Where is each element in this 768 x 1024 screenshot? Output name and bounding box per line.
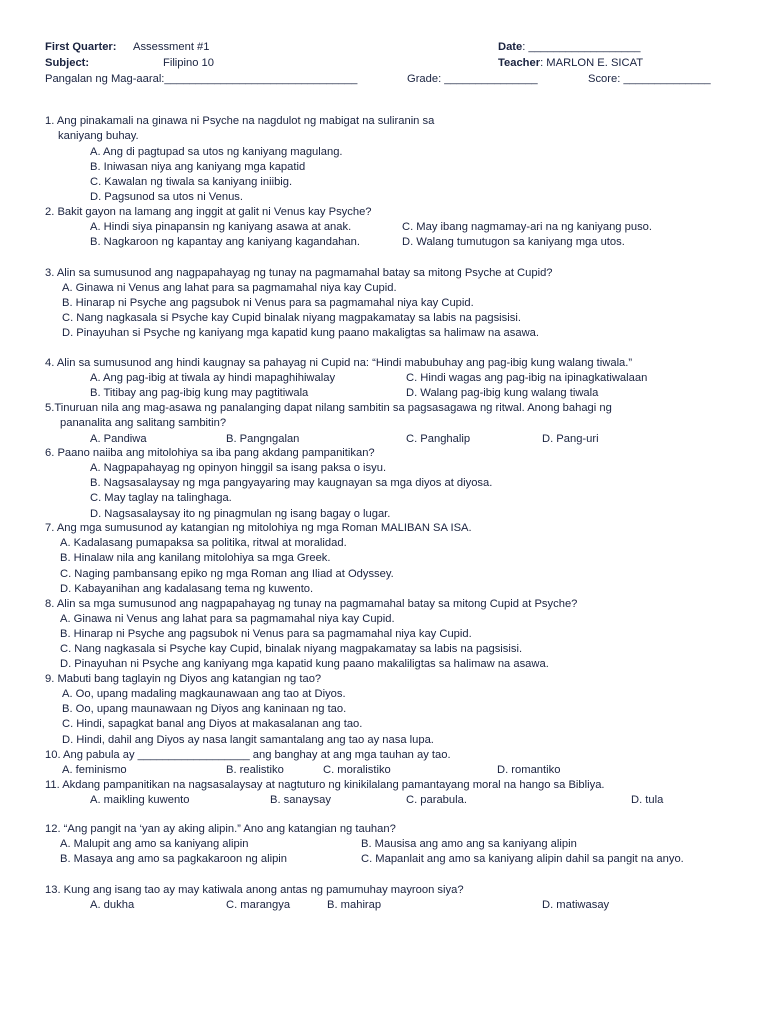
q11-choice-b: B. sanaysay [270, 794, 331, 806]
q3-stem: 3. Alin sa sumusunod ang nagpapahayag ng tunay na pagmamahal batay sa mitong Psyche at Cupid? [45, 267, 553, 279]
q10-choice-b: B. realistiko [226, 764, 284, 776]
date-label: Date [498, 41, 523, 53]
teacher-field [498, 56, 643, 71]
q13-choice-c: C. marangya [226, 899, 291, 911]
q5-stem-cont: pananalita ang salitang sambitin? [60, 417, 227, 429]
q3-choice-c: C. Nang nagkasala si Psyche kay Cupid binalak niyang magpakamatay sa labis na pagsisisi. [62, 312, 521, 324]
q12-choice-b: B. Mausisa ang amo ang sa kaniyang alipin [361, 838, 577, 850]
q12-stem: 12. “Ang pangit na ‘yan ay aking alipin.” Ano ang katangian ng tauhan? [45, 823, 396, 835]
q8-choice-c: C. Nang nagkasala si Psyche kay Cupid, binalak niyang magpakamatay sa labis na pagsisisi. [60, 643, 523, 655]
date-blank: : __________________ [522, 41, 641, 53]
q13-stem: 13. Kung ang isang tao ay may katiwala anong antas ng pamumuhay mayroon siya? [45, 884, 464, 896]
q12-choice-a: A. Malupit ang amo sa kaniyang alipin [60, 838, 249, 850]
q8-choice-a: A. Ginawa ni Venus ang lahat para sa pagmamahal niya kay Cupid. [60, 613, 395, 625]
q1-stem: 1. Ang pinakamali na ginawa ni Psyche na nagdulot ng mabigat na suliranin sa [45, 115, 435, 127]
q4-choice-b: B. Titibay ang pag-ibig kung may pagtitiwala [90, 387, 309, 399]
q2-stem: 2. Bakit gayon na lamang ang inggit at galit ni Venus kay Psyche? [45, 206, 372, 218]
q10-choice-d: D. romantiko [497, 764, 561, 776]
q5-stem: 5.Tinuruan nila ang mag-asawa ng panalanging dapat nilang sambitin sa pagsasagawa ng ritwal. Anong bahagi ng [45, 402, 612, 414]
q11-choice-a: A. maikling kuwento [90, 794, 190, 806]
grade-field: Grade: _______________ [407, 73, 538, 85]
q6-stem: 6. Paano naiiba ang mitolohiya sa iba pang akdang pampanitikan? [45, 447, 375, 459]
q7-choice-a: A. Kadalasang pumapaksa sa politika, ritwal at moralidad. [60, 537, 347, 549]
q7-choice-b: B. Hinalaw nila ang kanilang mitolohiya sa mga Greek. [60, 552, 331, 564]
q6-choice-d: D. Nagsasalaysay ito ng pinagmulan ng isang bagay o lugar. [90, 508, 391, 520]
score-field: Score: ______________ [588, 73, 711, 85]
q2-choice-d: D. Walang tumutugon sa kaniyang mga utos. [402, 236, 625, 248]
q8-choice-b: B. Hinarap ni Psyche ang pagsubok ni Venus para sa pagmamahal niya kay Cupid. [60, 628, 472, 640]
q5-choice-c: C. Panghalip [406, 433, 471, 445]
q9-choice-d: D. Hindi, dahil ang Diyos ay nasa langit samantalang ang tao ay nasa lupa. [62, 734, 434, 746]
q2-choice-b: B. Nagkaroon ng kapantay ang kaniyang kagandahan. [90, 236, 360, 248]
header-row-1 [45, 40, 745, 55]
q2-choice-c: C. May ibang nagmamay-ari na ng kaniyang puso. [402, 221, 652, 233]
q5-choice-a: A. Pandiwa [90, 433, 147, 445]
teacher-value: : MARLON E. SICAT [540, 57, 644, 69]
q1-choice-b: B. Iniwasan niya ang kaniyang mga kapatid [90, 161, 306, 173]
q5-choice-b: B. Pangngalan [226, 433, 300, 445]
q6-choice-a: A. Nagpapahayag ng opinyon hinggil sa isang paksa o isyu. [90, 462, 387, 474]
q9-choice-b: B. Oo, upang maunawaan ng Diyos ang kaninaan ng tao. [62, 703, 347, 715]
q9-stem: 9. Mabuti bang taglayin ng Diyos ang katangian ng tao? [45, 673, 322, 685]
q3-choice-d: D. Pinayuhan si Psyche ng kaniyang mga kapatid kung paano makaligtas sa halimaw na asawa. [62, 327, 539, 339]
q7-choice-c: C. Naging pambansang epiko ng mga Roman ang Iliad at Odyssey. [60, 568, 394, 580]
q13-choice-d: D. matiwasay [542, 899, 610, 911]
q8-stem: 8. Alin sa mga sumusunod ang nagpapahayag ng tunay na pagmamahal batay sa mitong Cupid at Psyche? [45, 598, 578, 610]
q9-choice-c: C. Hindi, sapagkat banal ang Diyos at makasalanan ang tao. [62, 718, 363, 730]
q10-choice-a: A. feminismo [62, 764, 127, 776]
q7-stem: 7. Ang mga sumusunod ay katangian ng mitolohiya ng mga Roman MALIBAN SA ISA. [45, 522, 472, 534]
q12-choice-c: B. Masaya ang amo sa pagkakaroon ng alipin [60, 853, 288, 865]
q8-choice-d: D. Pinayuhan ni Psyche ang kaniyang mga kapatid kung paano makaliligtas sa halimaw na asawa. [60, 658, 549, 670]
q1-choice-a: A. Ang di pagtupad sa utos ng kaniyang magulang. [90, 146, 343, 158]
teacher-label: Teacher [498, 57, 541, 69]
header-row-2 [45, 56, 745, 71]
q3-choice-a: A. Ginawa ni Venus ang lahat para sa pagmamahal niya kay Cupid. [62, 282, 397, 294]
q7-choice-d: D. Kabayanihan ang kadalasang tema ng kuwento. [60, 583, 314, 595]
q11-choice-c: C. parabula. [406, 794, 467, 806]
student-name-field: Pangalan ng Mag-aaral:_______________________________ [45, 73, 358, 85]
date-field [498, 40, 640, 55]
q1-choice-d: D. Pagsunod sa utos ni Venus. [90, 191, 243, 203]
q10-choice-c: C. moralistiko [323, 764, 391, 776]
q10-stem: 10. Ang pabula ay __________________ ang banghay at ang mga tauhan ay tao. [45, 749, 451, 761]
q13-choice-a: A. dukha [90, 899, 135, 911]
q5-choice-d: D. Pang-uri [542, 433, 599, 445]
subject-value: Filipino 10 [163, 57, 214, 69]
q6-choice-c: C. May taglay na talinghaga. [90, 492, 232, 504]
q11-choice-d: D. tula [631, 794, 664, 806]
q9-choice-a: A. Oo, upang madaling magkaunawaan ang tao at Diyos. [62, 688, 346, 700]
subject-label: Subject: [45, 57, 90, 69]
quarter-label: First Quarter: [45, 41, 117, 53]
q13-choice-b: B. mahirap [327, 899, 382, 911]
q4-choice-a: A. Ang pag-ibig at tiwala ay hindi mapaghihiwalay [90, 372, 336, 384]
q6-choice-b: B. Nagsasalaysay ng mga pangyayaring may kaugnayan sa mga diyos at diyosa. [90, 477, 493, 489]
q1-stem-cont: kaniyang buhay. [58, 130, 139, 142]
header-row-3 [45, 72, 745, 87]
q11-stem: 11. Akdang pampanitikan na nagsasalaysay at nagtuturo ng kinikilalang pamantayang moral na hango sa Bibliya. [45, 779, 605, 791]
assessment-title: Assessment #1 [133, 41, 210, 53]
q4-stem: 4. Alin sa sumusunod ang hindi kaugnay sa pahayag ni Cupid na: “Hindi mabubuhay ang pag-ibig kung walang tiwala.” [45, 357, 633, 369]
q2-choice-a: A. Hindi siya pinapansin ng kaniyang asawa at anak. [90, 221, 352, 233]
q1-choice-c: C. Kawalan ng tiwala sa kaniyang iniibig. [90, 176, 293, 188]
q3-choice-b: B. Hinarap ni Psyche ang pagsubok ni Venus para sa pagmamahal niya kay Cupid. [62, 297, 474, 309]
q4-choice-c: C. Hindi wagas ang pag-ibig na ipinagkatiwalaan [406, 372, 648, 384]
q12-choice-d: C. Mapanlait ang amo sa kaniyang alipin dahil sa pangit na anyo. [361, 853, 684, 865]
q4-choice-d: D. Walang pag-ibig kung walang tiwala [406, 387, 599, 399]
